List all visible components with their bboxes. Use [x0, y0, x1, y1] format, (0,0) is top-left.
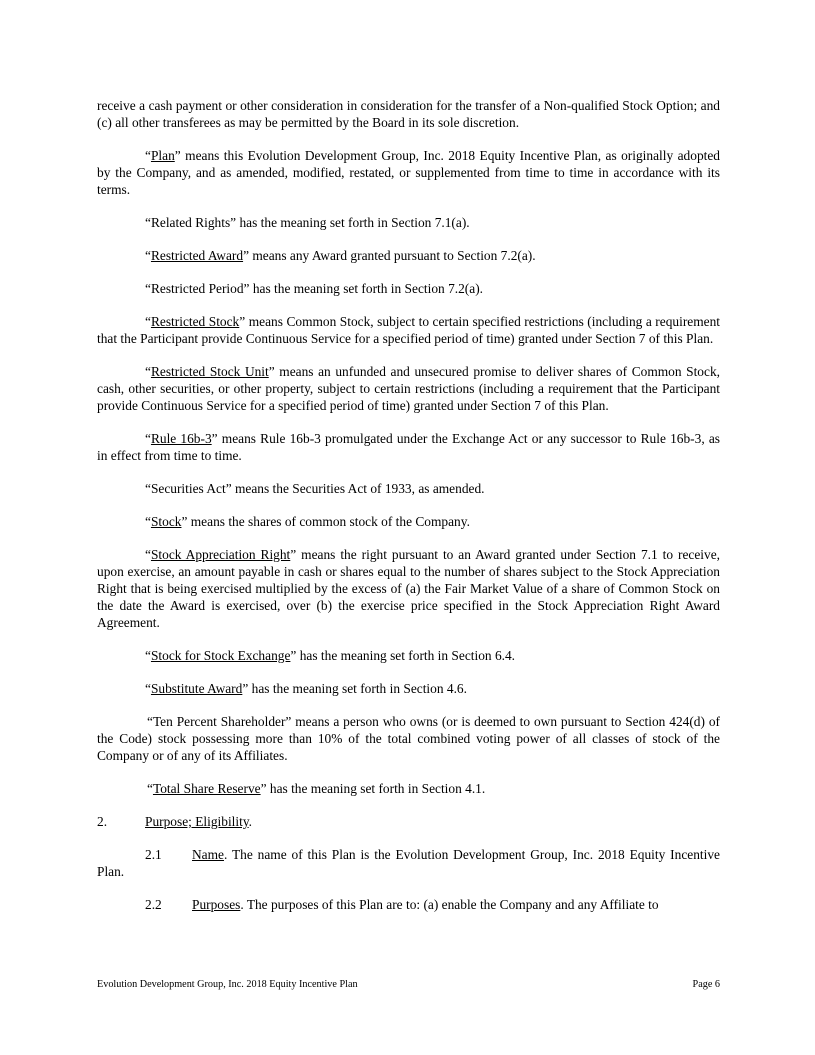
open-quote: “: [145, 681, 151, 696]
definition-stock-for-stock-exchange: [97, 647, 720, 664]
section-number: 2.: [97, 814, 108, 829]
definition-stock: [97, 513, 720, 530]
term-restricted-stock: Restricted Stock: [150, 314, 240, 329]
section-title-period: .: [248, 814, 253, 829]
open-quote: “: [145, 648, 151, 663]
section-title-wrap: [145, 813, 252, 830]
term-stock-for-stock-exchange: Stock for Stock Exchange: [150, 648, 291, 663]
document-body: [97, 97, 720, 929]
close-quote: ”: [290, 648, 297, 663]
footer-page-number: Page 6: [692, 979, 720, 990]
close-quote: ”: [242, 681, 249, 696]
subsection-title: Purposes: [192, 897, 241, 912]
term-total-share-reserve: Total Share Reserve: [152, 781, 261, 796]
page-footer: [97, 978, 720, 991]
close-quote: ”: [243, 248, 250, 263]
definition-text: has the meaning set forth in Section 6.4.: [296, 648, 516, 663]
definition-text: means this Evolution Development Group, Inc. 2018 Equity Incentive Plan, as originally adopted by the Company, and as amended, modified, restated, or supplemented from time to time in accordance with its terms.: [97, 148, 720, 197]
term-rule-16b-3: Rule 16b-3: [150, 431, 212, 446]
definition-restricted-award: [97, 247, 720, 264]
term-substitute-award: Substitute Award: [150, 681, 243, 696]
close-quote: ”: [181, 514, 188, 529]
close-quote: ”: [268, 364, 275, 379]
definition-restricted-period: “Restricted Period” has the meaning set forth in Section 7.2(a).: [145, 281, 484, 296]
definition-substitute-award: [97, 680, 720, 697]
definition-restricted-stock: [97, 313, 720, 347]
definition-text: means the shares of common stock of the Company.: [187, 514, 470, 529]
term-restricted-award: Restricted Award: [150, 248, 244, 263]
subsection-text: . The name of this Plan is the Evolution Development Group, Inc. 2018 Equity Incentive Plan.: [97, 847, 720, 879]
section-title: Purpose; Eligibility: [145, 814, 249, 829]
definition-related-rights: “Related Rights” has the meaning set forth in Section 7.1(a).: [145, 215, 470, 230]
close-quote: ”: [211, 431, 218, 446]
definition-text: means an unfunded and unsecured promise to deliver shares of Common Stock, cash, other securities, or other property, subject to certain restrictions (including a requirement that the Participant provide Continuous Service for a specified period of time) granted under Section 7 of this Plan.: [97, 364, 720, 413]
close-quote: ”: [260, 781, 267, 796]
definition-restricted-stock-unit: [97, 363, 720, 414]
subsection-number: 2.2: [145, 897, 162, 912]
close-quote: ”: [290, 547, 297, 562]
definition-securities-act: “Securities Act” means the Securities Act of 1933, as amended.: [145, 481, 485, 496]
open-quote: “: [145, 314, 151, 329]
definition-ten-percent-shareholder: “Ten Percent Shareholder” means a person who owns (or is deemed to own pursuant to Section 424(d) of the Code) stock possessing more than 10% of the total combined voting power of all classes of stock of the Company or of any of its Affiliates.: [97, 714, 720, 763]
definition-rule-16b-3: [97, 430, 720, 464]
subsection-title: Name: [192, 847, 224, 862]
open-quote: “: [145, 148, 151, 163]
close-quote: ”: [239, 314, 246, 329]
definition-text: has the meaning set forth in Section 4.6.: [248, 681, 467, 696]
footer-document-title: Evolution Development Group, Inc. 2018 Equity Incentive Plan: [97, 979, 358, 990]
term-stock-appreciation-right: Stock Appreciation Right: [150, 547, 291, 562]
open-quote: “: [145, 248, 151, 263]
term-restricted-stock-unit: Restricted Stock Unit: [150, 364, 269, 379]
definition-text: means the right pursuant to an Award granted under Section 7.1 to receive, upon exercise, an amount payable in cash or shares equal to the number of shares subject to the Stock Appreciation Right that is being exercised multiplied by the excess of (a) the Fair Market Value of a share of Common Stock on the date the Award is exercised, over (b) the exercise price specified in the Stock Appreciation Right Award Agreement.: [97, 547, 720, 630]
close-quote: ”: [174, 148, 181, 163]
definition-text: means Rule 16b-3 promulgated under the Exchange Act or any successor to Rule 16b-3, as in effect from time to time.: [97, 431, 720, 463]
section-2-2: [97, 896, 720, 913]
term-stock: Stock: [150, 514, 182, 529]
open-quote: “: [147, 781, 153, 796]
definition-stock-appreciation-right: [97, 546, 720, 631]
subsection-text: . The purposes of this Plan are to: (a) enable the Company and any Affiliate to: [240, 897, 659, 912]
definition-text: means Common Stock, subject to certain specified restrictions (including a requirement that the Participant provide Continuous Service for a specified period of time) granted under Section 7 of this Plan.: [97, 314, 721, 346]
subsection-number: 2.1: [145, 847, 162, 862]
term-plan: Plan: [150, 148, 175, 163]
definition-text: means any Award granted pursuant to Section 7.2(a).: [249, 248, 536, 263]
definition-plan: [97, 147, 720, 198]
definition-total-share-reserve: [97, 780, 720, 797]
open-quote: “: [145, 364, 151, 379]
definition-text: has the meaning set forth in Section 4.1.: [266, 781, 486, 796]
open-quote: “: [145, 431, 151, 446]
paragraph-continuation: receive a cash payment or other consideration in consideration for the transfer of a Non-qualified Stock Option; and (c) all other transferees as may be permitted by the Board in its sole discretion.: [97, 98, 720, 130]
open-quote: “: [145, 514, 151, 529]
open-quote: “: [145, 547, 151, 562]
section-2-1: [97, 846, 720, 880]
section-2-heading: [97, 813, 720, 830]
